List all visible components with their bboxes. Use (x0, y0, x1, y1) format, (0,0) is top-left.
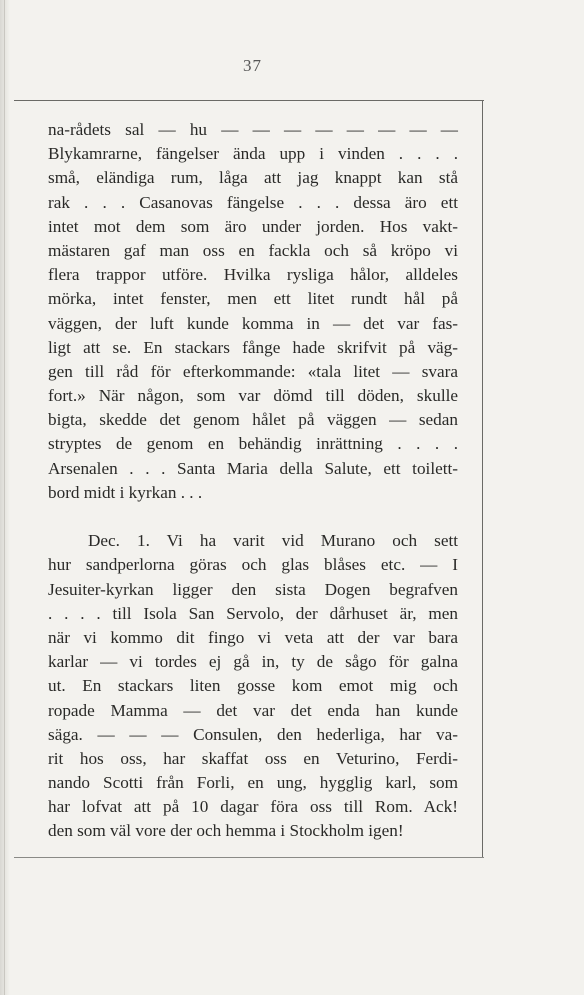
page-binding-edge (0, 0, 10, 995)
page-number: 37 (243, 56, 262, 75)
text-line: intet mot dem som äro under jorden. Hos vakt- (48, 216, 458, 236)
body-text (48, 118, 458, 844)
text-line: när vi kommo dit fingo vi veta att der var bara (48, 627, 458, 647)
text-line: små, eländiga rum, låga att jag knappt kan stå (48, 168, 458, 188)
text-line: . . . . till Isola San Servolo, der dårhuset är, men (48, 603, 458, 623)
text-line: Blykamrarne, fängelser ända upp i vinden . . . . (48, 144, 458, 164)
paragraph-gap (48, 505, 458, 529)
text-line: mästaren gaf man oss en fackla och så kröpo vi (48, 240, 458, 260)
text-line: ropade Mamma — det var det enda han kunde (48, 700, 458, 720)
text-line: Arsenalen . . . Santa Maria della Salute, ett toilett- (48, 458, 458, 478)
text-line: stryptes de genom en behändig inrättning . . . . (48, 434, 458, 454)
text-line: rak . . . Casanovas fängelse . . . dessa äro ett (48, 192, 458, 212)
page-binding-line (4, 0, 5, 995)
text-line: bord midt i kyrkan . . . (48, 482, 203, 502)
text-line: hur sandperlorna göras och glas blåses etc. — I (48, 555, 458, 575)
text-line: flera trappor utföre. Hvilka rysliga hålor, alldeles (48, 265, 458, 285)
text-line: ligt att se. En stackars fånge hade skrifvit på väg- (48, 337, 458, 357)
text-line: gen till råd för efterkommande: «tala litet — svara (48, 361, 458, 381)
text-line: Dec. 1. Vi ha varit vid Murano och sett (88, 531, 458, 551)
paragraph-2 (48, 529, 458, 843)
text-line: den som väl vore der och hemma i Stockholm igen! (48, 821, 404, 841)
text-line: säga. — — — Consulen, den hederliga, har va- (48, 724, 458, 744)
frame-right-rule (482, 100, 483, 858)
text-line: har lofvat att på 10 dagar föra oss till Rom. Ack! (48, 797, 458, 817)
text-line: nando Scotti från Forli, en ung, hygglig karl, som (48, 773, 458, 793)
text-line: na-rådets sal — hu — — — — — — — — (48, 120, 458, 139)
text-line: ut. En stackars liten gosse kom emot mig och (48, 676, 458, 696)
text-line: rit hos oss, har skaffat oss en Veturino, Ferdi- (48, 748, 458, 768)
text-line: Jesuiter-kyrkan ligger den sista Dogen begrafven (48, 579, 458, 599)
frame-top-rule (14, 100, 484, 101)
text-line: bigta, skedde det genom hålet på väggen — sedan (48, 410, 458, 430)
frame-bottom-rule (14, 857, 484, 858)
text-line: väggen, der luft kunde komma in — det var fas- (48, 313, 458, 333)
text-line: karlar — vi tordes ej gå in, ty de sågo för galna (48, 652, 458, 672)
text-line: fort.» När någon, som var dömd till döden, skulle (48, 386, 458, 406)
paragraph-1 (48, 118, 458, 505)
text-line: mörka, intet fenster, men ett litet rundt hål på (48, 289, 458, 309)
